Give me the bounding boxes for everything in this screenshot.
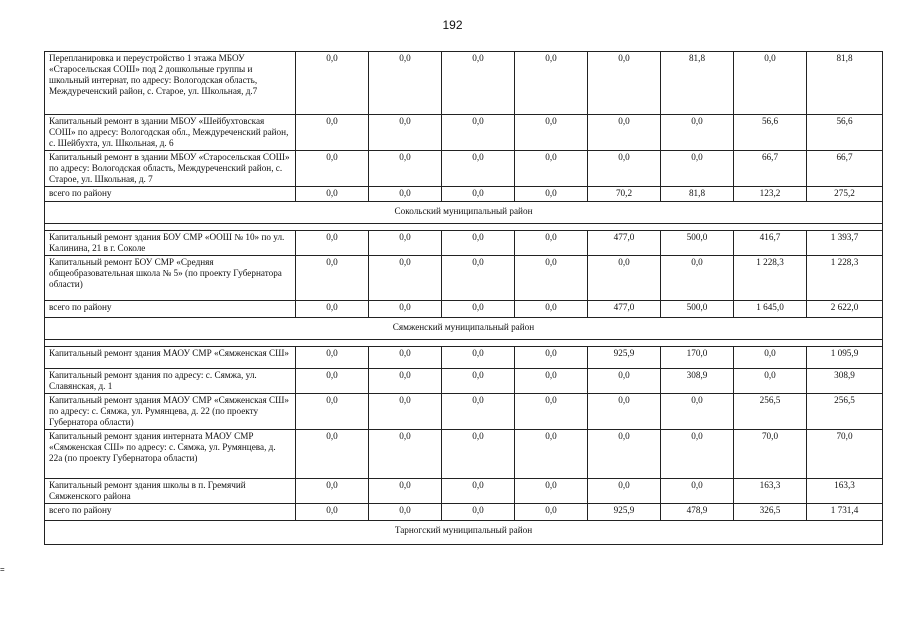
value-cell: 0,0 bbox=[515, 187, 588, 202]
table-row bbox=[45, 369, 883, 394]
value-cell: 0,0 bbox=[515, 151, 588, 187]
value-cell: 1 731,4 bbox=[807, 504, 883, 521]
value-cell: 0,0 bbox=[661, 151, 734, 187]
value-cell: 1 228,3 bbox=[734, 256, 807, 301]
value-cell: 416,7 bbox=[734, 231, 807, 256]
value-cell: 0,0 bbox=[369, 151, 442, 187]
value-cell: 0,0 bbox=[661, 115, 734, 151]
value-cell: 0,0 bbox=[296, 52, 369, 115]
value-cell: 0,0 bbox=[369, 479, 442, 504]
object-name: Капитальный ремонт в здании МБОУ «Старосельская СОШ» по адресу: Вологодская область, Междуреченский район, с. Старое, ул. Школьная, д. 7 bbox=[45, 151, 296, 187]
value-cell: 0,0 bbox=[661, 430, 734, 479]
value-cell: 0,0 bbox=[296, 479, 369, 504]
value-cell: 0,0 bbox=[442, 430, 515, 479]
value-cell: 0,0 bbox=[588, 151, 661, 187]
value-cell: 0,0 bbox=[369, 301, 442, 318]
value-cell: 0,0 bbox=[515, 347, 588, 369]
value-cell: 81,8 bbox=[807, 52, 883, 115]
value-cell: 308,9 bbox=[661, 369, 734, 394]
table-row bbox=[45, 231, 883, 256]
value-cell: 925,9 bbox=[588, 347, 661, 369]
value-cell: 0,0 bbox=[588, 256, 661, 301]
value-cell: 0,0 bbox=[515, 256, 588, 301]
value-cell: 477,0 bbox=[588, 231, 661, 256]
value-cell: 0,0 bbox=[442, 256, 515, 301]
spacer-cell bbox=[45, 340, 883, 347]
value-cell: 0,0 bbox=[296, 347, 369, 369]
value-cell: 0,0 bbox=[442, 479, 515, 504]
value-cell: 163,3 bbox=[807, 479, 883, 504]
value-cell: 256,5 bbox=[807, 394, 883, 430]
value-cell: 1 393,7 bbox=[807, 231, 883, 256]
value-cell: 0,0 bbox=[369, 369, 442, 394]
value-cell: 70,2 bbox=[588, 187, 661, 202]
value-cell: 0,0 bbox=[661, 394, 734, 430]
value-cell: 0,0 bbox=[515, 504, 588, 521]
region-heading: Сокольский муниципальный район bbox=[45, 202, 883, 224]
value-cell: 0,0 bbox=[515, 394, 588, 430]
region-heading: Тарногский муниципальный район bbox=[45, 521, 883, 545]
object-name: Перепланировка и переустройство 1 этажа МБОУ «Старосельская СОШ» под 2 дошкольные группы и школьный интернат, по адресу: Вологодская область, Междуреченский район, с. Старое, ул. Школьная, д.7 bbox=[45, 52, 296, 115]
value-cell: 0,0 bbox=[442, 187, 515, 202]
value-cell: 275,2 bbox=[807, 187, 883, 202]
value-cell: 0,0 bbox=[588, 394, 661, 430]
value-cell: 500,0 bbox=[661, 301, 734, 318]
scan-margin-mark: = bbox=[0, 565, 5, 574]
value-cell: 308,9 bbox=[807, 369, 883, 394]
spacer-row bbox=[45, 340, 883, 347]
value-cell: 81,8 bbox=[661, 52, 734, 115]
total-row bbox=[45, 301, 883, 318]
value-cell: 0,0 bbox=[442, 347, 515, 369]
value-cell: 0,0 bbox=[588, 369, 661, 394]
value-cell: 0,0 bbox=[296, 115, 369, 151]
value-cell: 0,0 bbox=[442, 504, 515, 521]
value-cell: 0,0 bbox=[442, 369, 515, 394]
value-cell: 477,0 bbox=[588, 301, 661, 318]
value-cell: 0,0 bbox=[296, 301, 369, 318]
value-cell: 0,0 bbox=[442, 394, 515, 430]
value-cell: 0,0 bbox=[661, 479, 734, 504]
value-cell: 0,0 bbox=[515, 369, 588, 394]
value-cell: 66,7 bbox=[734, 151, 807, 187]
object-name: Капитальный ремонт здания по адресу: с. Сямжа, ул. Славянская, д. 1 bbox=[45, 369, 296, 394]
value-cell: 0,0 bbox=[734, 52, 807, 115]
object-name: Капитальный ремонт здания интерната МАОУ СМР «Сямженская СШ» по адресу: с. Сямжа, ул. Румянцева, д. 22а (по проекту Губернатора области) bbox=[45, 430, 296, 479]
object-name: Капитальный ремонт здания МАОУ СМР «Сямженская СШ» bbox=[45, 347, 296, 369]
page-number: 192 bbox=[442, 18, 463, 32]
value-cell: 500,0 bbox=[661, 231, 734, 256]
value-cell: 1 095,9 bbox=[807, 347, 883, 369]
value-cell: 0,0 bbox=[661, 256, 734, 301]
value-cell: 1 228,3 bbox=[807, 256, 883, 301]
table-row bbox=[45, 256, 883, 301]
region-heading-row bbox=[45, 521, 883, 545]
value-cell: 0,0 bbox=[369, 394, 442, 430]
value-cell: 0,0 bbox=[296, 504, 369, 521]
value-cell: 0,0 bbox=[515, 231, 588, 256]
value-cell: 163,3 bbox=[734, 479, 807, 504]
region-heading-row bbox=[45, 318, 883, 340]
value-cell: 0,0 bbox=[369, 52, 442, 115]
value-cell: 0,0 bbox=[296, 369, 369, 394]
value-cell: 0,0 bbox=[515, 52, 588, 115]
value-cell: 123,2 bbox=[734, 187, 807, 202]
value-cell: 0,0 bbox=[296, 151, 369, 187]
region-heading: Сямженский муниципальный район bbox=[45, 318, 883, 340]
value-cell: 0,0 bbox=[296, 256, 369, 301]
value-cell: 0,0 bbox=[442, 231, 515, 256]
value-cell: 81,8 bbox=[661, 187, 734, 202]
object-name: Капитальный ремонт здания БОУ СМР «ООШ № 10» по ул. Калинина, 21 в г. Соколе bbox=[45, 231, 296, 256]
value-cell: 0,0 bbox=[588, 52, 661, 115]
value-cell: 0,0 bbox=[296, 394, 369, 430]
table-row bbox=[45, 479, 883, 504]
value-cell: 56,6 bbox=[734, 115, 807, 151]
value-cell: 0,0 bbox=[369, 347, 442, 369]
value-cell: 0,0 bbox=[515, 115, 588, 151]
value-cell: 0,0 bbox=[442, 301, 515, 318]
value-cell: 256,5 bbox=[734, 394, 807, 430]
value-cell: 1 645,0 bbox=[734, 301, 807, 318]
table-row bbox=[45, 394, 883, 430]
value-cell: 0,0 bbox=[734, 369, 807, 394]
value-cell: 56,6 bbox=[807, 115, 883, 151]
value-cell: 0,0 bbox=[296, 187, 369, 202]
table-row bbox=[45, 151, 883, 187]
table-body bbox=[45, 52, 883, 545]
value-cell: 0,0 bbox=[588, 479, 661, 504]
object-name: Капитальный ремонт здания МАОУ СМР «Сямженская СШ» по адресу: с. Сямжа, ул. Румянцева, д. 22 (по проекту Губернатора области) bbox=[45, 394, 296, 430]
value-cell: 66,7 bbox=[807, 151, 883, 187]
value-cell: 0,0 bbox=[369, 115, 442, 151]
object-name: Капитальный ремонт БОУ СМР «Средняя общеобразовательная школа № 5» (по проекту Губернатора области) bbox=[45, 256, 296, 301]
value-cell: 170,0 bbox=[661, 347, 734, 369]
table-row bbox=[45, 347, 883, 369]
spacer-row bbox=[45, 224, 883, 231]
total-row bbox=[45, 504, 883, 521]
value-cell: 0,0 bbox=[442, 115, 515, 151]
value-cell: 0,0 bbox=[369, 231, 442, 256]
value-cell: 0,0 bbox=[515, 479, 588, 504]
table-row bbox=[45, 115, 883, 151]
object-name: всего по району bbox=[45, 504, 296, 521]
object-name: Капитальный ремонт в здании МБОУ «Шейбухтовская СОШ» по адресу: Вологодская обл., Междуреченский район, с. Шейбухта, ул. Школьная, д. 6 bbox=[45, 115, 296, 151]
value-cell: 0,0 bbox=[588, 115, 661, 151]
table-row bbox=[45, 430, 883, 479]
total-row bbox=[45, 187, 883, 202]
value-cell: 0,0 bbox=[588, 430, 661, 479]
value-cell: 0,0 bbox=[369, 187, 442, 202]
value-cell: 70,0 bbox=[734, 430, 807, 479]
value-cell: 0,0 bbox=[296, 430, 369, 479]
value-cell: 0,0 bbox=[442, 151, 515, 187]
object-name: всего по району bbox=[45, 301, 296, 318]
object-name: Капитальный ремонт здания школы в п. Гремячий Сямженского района bbox=[45, 479, 296, 504]
value-cell: 0,0 bbox=[515, 301, 588, 318]
value-cell: 0,0 bbox=[369, 504, 442, 521]
value-cell: 0,0 bbox=[369, 430, 442, 479]
spacer-cell bbox=[45, 224, 883, 231]
value-cell: 478,9 bbox=[661, 504, 734, 521]
value-cell: 70,0 bbox=[807, 430, 883, 479]
value-cell: 925,9 bbox=[588, 504, 661, 521]
funding-table bbox=[44, 51, 883, 545]
value-cell: 0,0 bbox=[734, 347, 807, 369]
value-cell: 2 622,0 bbox=[807, 301, 883, 318]
value-cell: 0,0 bbox=[296, 231, 369, 256]
value-cell: 326,5 bbox=[734, 504, 807, 521]
object-name: всего по району bbox=[45, 187, 296, 202]
value-cell: 0,0 bbox=[515, 430, 588, 479]
table-row bbox=[45, 52, 883, 115]
value-cell: 0,0 bbox=[369, 256, 442, 301]
region-heading-row bbox=[45, 202, 883, 224]
value-cell: 0,0 bbox=[442, 52, 515, 115]
